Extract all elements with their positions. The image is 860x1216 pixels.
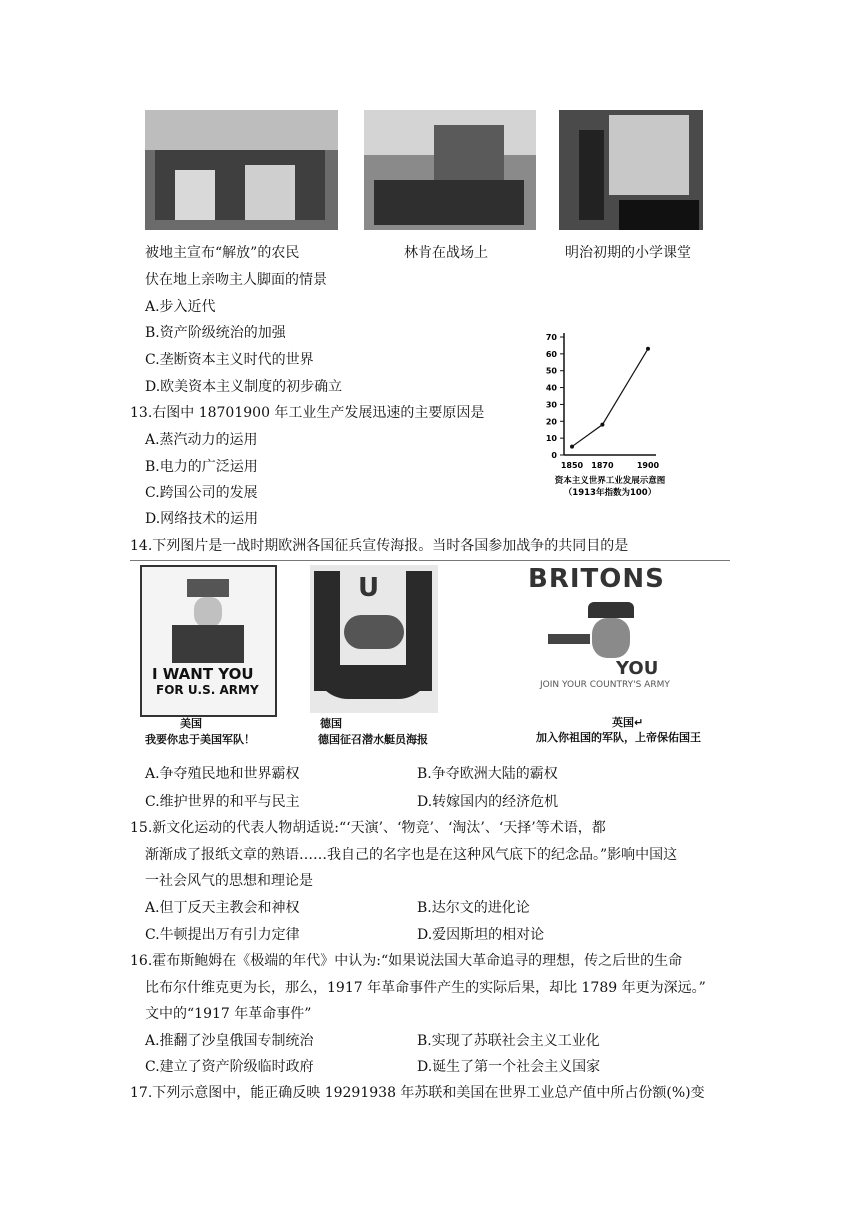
poster-germany-caption1: 德国 — [320, 717, 342, 730]
chart-x-tick-label: 1900 — [636, 461, 660, 470]
chart-series-line — [572, 349, 648, 447]
q15-stem-line3: 一社会风气的思想和理论是 — [145, 873, 313, 889]
q16-stem-line3: 文中的“1917 年革命事件” — [145, 1006, 312, 1022]
q13-stem: 13.右图中 18701900 年工业生产发展迅速的主要原因是 — [130, 405, 485, 421]
q16-stem-line1: 16.霍布斯鲍姆在《极端的年代》中认为:“如果说法国大革命追寻的理想，传之后世的生命 — [130, 953, 683, 969]
q16-option-d: D.诞生了第一个社会主义国家 — [417, 1059, 601, 1075]
chart-y-tick-label: 50 — [545, 366, 557, 376]
q14-option-d: D.转嫁国内的经济危机 — [417, 794, 559, 810]
q13-option-c: C.跨国公司的发展 — [145, 485, 258, 501]
q16-option-a: A.推翻了沙皇俄国专制统治 — [145, 1033, 314, 1049]
q15-stem-line2: 渐渐成了报纸文章的熟语……我自己的名字也是在这种风气底下的纪念品。”影响中国这 — [145, 847, 678, 863]
q15-option-a: A.但丁反天主教会和神权 — [145, 900, 300, 916]
q14-option-a: A.争夺殖民地和世界霸权 — [145, 766, 300, 782]
chart-y-tick-label: 40 — [545, 383, 557, 393]
q14-divider — [130, 560, 730, 561]
poster-britons-text3: JOIN YOUR COUNTRY'S ARMY — [540, 680, 670, 690]
photo-caption-3: 明治初期的小学课堂 — [565, 245, 691, 261]
poster-us-text2: FOR U.S. ARMY — [156, 683, 259, 697]
q14-option-b: B.争夺欧洲大陆的霸权 — [417, 766, 558, 782]
poster-britons — [500, 562, 728, 712]
photo-caption-1-line2: 伏在地上亲吻主人脚面的情景 — [145, 272, 327, 288]
q13-option-a: A.蒸汽动力的运用 — [145, 432, 258, 448]
poster-germany-caption2: 德国征召潜水艇员海报 — [318, 733, 428, 746]
q15-option-d: D.爱因斯坦的相对论 — [417, 927, 545, 943]
poster-us-caption2: 我要你忠于美国军队！ — [145, 733, 255, 746]
q16-stem-line2: 比布尔什维克更为长，那么，1917 年革命事件产生的实际后果，却比 1789 年更为深远。” — [145, 980, 706, 996]
q12-option-b: B.资产阶级统治的加强 — [145, 325, 286, 341]
chart-data-point — [570, 445, 574, 449]
q15-option-c: C.牛顿提出万有引力定律 — [145, 927, 300, 943]
chart-y-tick-label: 60 — [545, 349, 557, 359]
chart-y-tick-label: 20 — [545, 417, 557, 427]
poster-britons-caption2: 加入你祖国的军队，上帝保佑国王 — [536, 731, 701, 744]
industry-growth-chart — [520, 325, 700, 500]
q16-option-c: C.建立了资产阶级临时政府 — [145, 1059, 314, 1075]
photo-caption-2: 林肯在战场上 — [404, 245, 488, 261]
poster-germany-uboat — [310, 565, 438, 713]
q14-option-c: C.维护世界的和平与民主 — [145, 794, 300, 810]
q13-option-d: D.网络技术的运用 — [145, 511, 259, 527]
poster-us-army — [140, 565, 277, 717]
photo-caption-1-line1: 被地主宣布“解放”的农民 — [145, 245, 300, 261]
q12-option-c: C.垄断资本主义时代的世界 — [145, 352, 314, 368]
chart-x-tick-label: 1870 — [591, 461, 614, 470]
chart-caption-line1: 资本主义世界工业发展示意图 — [554, 476, 666, 486]
chart-y-tick-label: 10 — [545, 434, 557, 444]
chart-data-point — [646, 347, 650, 351]
q12-option-d: D.欧美资本主义制度的初步确立 — [145, 379, 343, 395]
q17-stem-line1: 17.下列示意图中，能正确反映 19291938 年苏联和美国在世界工业总产值中所占份额(%)变 — [130, 1085, 705, 1101]
chart-data-point — [600, 423, 604, 427]
photo-meiji-classroom — [559, 110, 703, 230]
poster-britons-text1: BRITONS — [528, 564, 665, 594]
chart-y-tick-label: 30 — [545, 400, 557, 410]
q14-stem: 14.下列图片是一战时期欧洲各国征兵宣传海报。当时各国参加战争的共同目的是 — [130, 538, 629, 554]
chart-y-tick-label: 0 — [551, 451, 557, 460]
q12-option-a: A.步入近代 — [145, 299, 216, 315]
poster-us-caption1: 美国 — [180, 717, 202, 730]
chart-caption-line2: （1913年指数为100） — [563, 488, 657, 498]
q13-option-b: B.电力的广泛运用 — [145, 459, 258, 475]
chart-y-tick-label: 70 — [545, 333, 557, 342]
poster-us-text1: I WANT YOU — [152, 665, 254, 683]
photo-lincoln-battlefield — [364, 110, 536, 230]
poster-germany-text1: U — [358, 573, 380, 603]
q15-option-b: B.达尔文的进化论 — [417, 900, 530, 916]
q16-option-b: B.实现了苏联社会主义工业化 — [417, 1033, 600, 1049]
poster-britons-caption1: 英国↵ — [612, 716, 644, 729]
q15-stem-line1: 15.新文化运动的代表人物胡适说:“‘天演’、‘物竞’、‘淘汰’、‘天择’等术语，都 — [130, 820, 606, 836]
photo-serf-emancipation — [145, 110, 338, 230]
poster-britons-text2: YOU — [616, 658, 659, 679]
chart-x-tick-label: 1850 — [560, 461, 584, 470]
